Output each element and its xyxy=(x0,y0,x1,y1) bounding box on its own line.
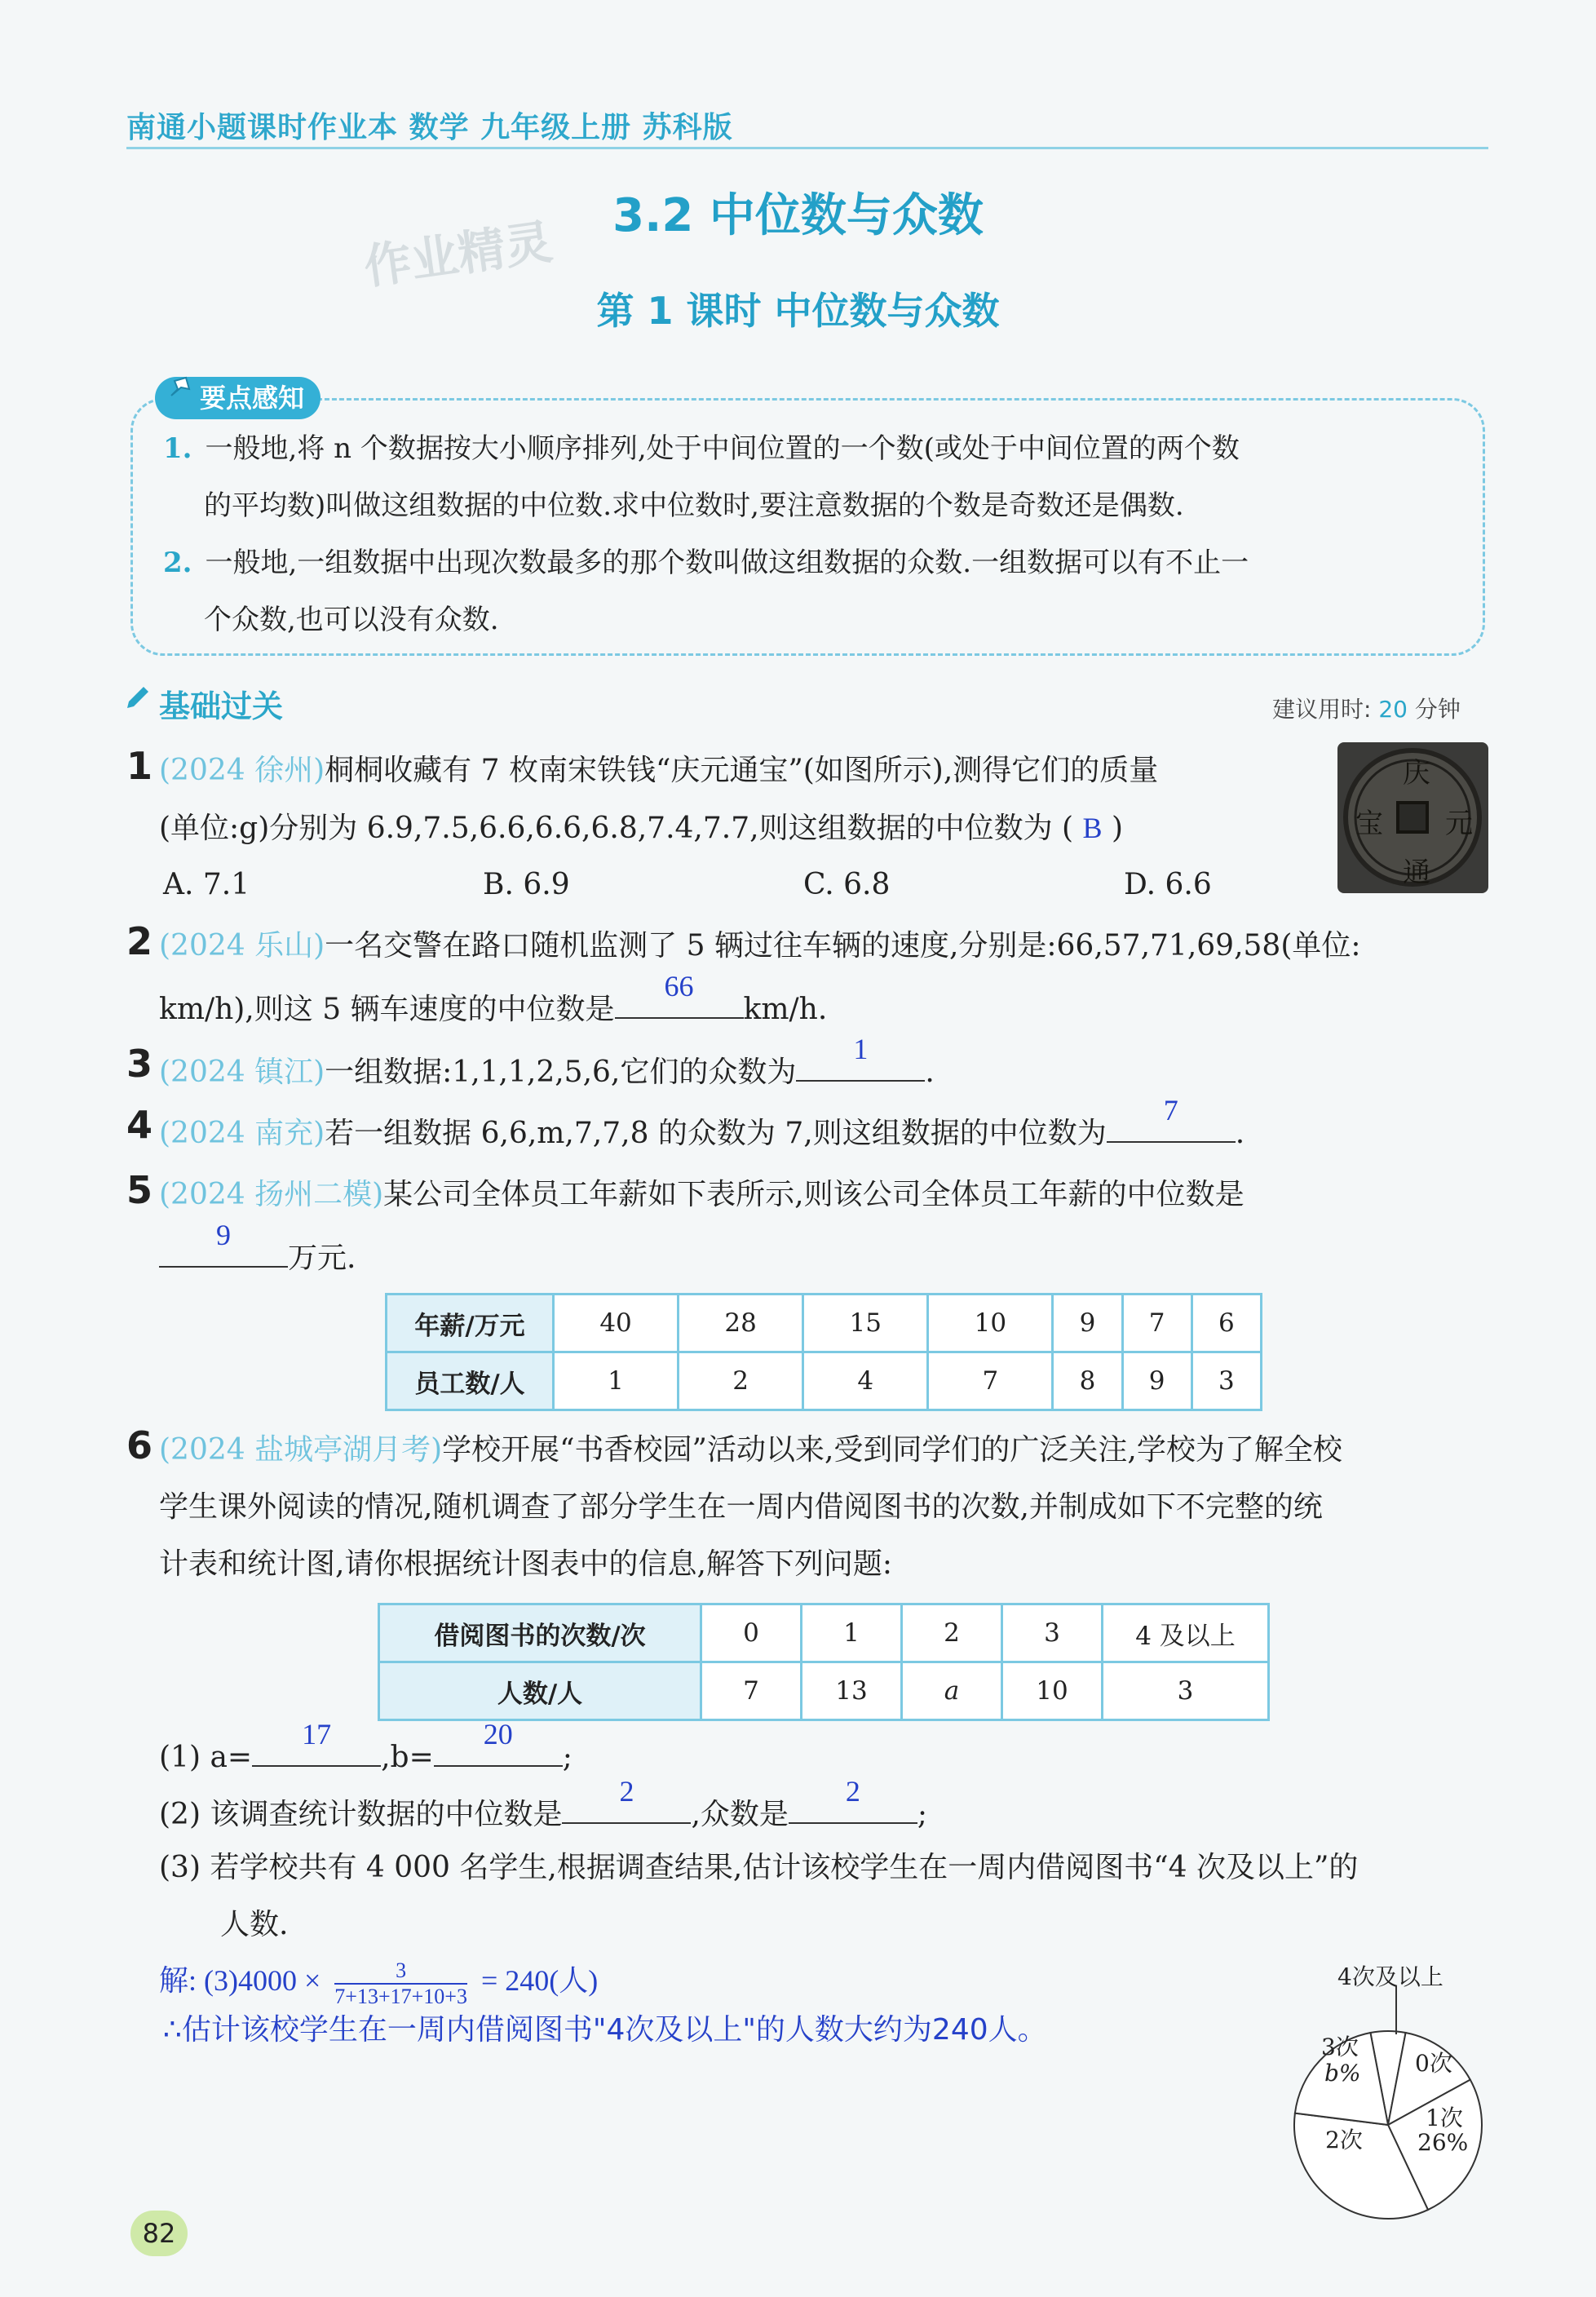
q6-line3: 计表和统计图,请你根据统计图表中的信息,解答下列问题: xyxy=(159,1547,893,1581)
keypoint-2: 2. 一般地,一组数据中出现次数最多的那个数叫做这组数据的众数.一组数据可以有不止一 个众数,也可以没有众数. xyxy=(163,547,1249,636)
answer: 9 xyxy=(216,1219,231,1251)
question-number: 6 xyxy=(126,1423,153,1467)
q5-line1: (2024 扬州二模)某公司全体员工年薪如下表所示,则该公司全体员工年薪的中位数是 xyxy=(159,1178,1245,1211)
q6-line2: 学生课外阅读的情况,随机调查了部分学生在一周内借阅图书的次数,并制成如下不完整的统 xyxy=(159,1490,1323,1524)
salary-table: 年薪/万元 40 28 15 10 9 7 6 员工数/人 1 2 4 7 8 9 3 xyxy=(385,1293,1262,1411)
q6-line1: (2024 盐城亭湖月考)学校开展“书香校园”活动以来,受到同学们的广泛关注,学校为了解全校 xyxy=(159,1433,1342,1467)
solution: 解: (3)4000 × $\frac{3}{7+13+17+10+3}$ = 240(人) xyxy=(159,1958,599,2008)
pie-label: 4次及以上 xyxy=(1337,1963,1443,1990)
q1-line2: (单位:g)分别为 6.9,7.5,6.6,6.6,6.8,7.4,7.7,则这组数据的中位数为 ( B ) xyxy=(159,812,1124,845)
answer: B xyxy=(1082,812,1103,844)
pie-leader-line xyxy=(1378,1985,1411,2034)
running-header: 南通小题课时作业本 数学 九年级上册 苏科版 xyxy=(126,111,733,144)
lesson-title: 第 1 课时 中位数与众数 xyxy=(596,289,1000,333)
section-basic: 基础过关 xyxy=(159,688,284,724)
question-number: 4 xyxy=(126,1103,153,1147)
q6-part2: (2) 该调查统计数据的中位数是 2 ,众数是 2 ; xyxy=(159,1786,927,1839)
q6-part3-line1: (3) 若学校共有 4 000 名学生,根据调查结果,估计该校学生在一周内借阅图书“4 次及以上”的 xyxy=(159,1851,1359,1884)
watermark: 作业精灵 xyxy=(360,214,556,295)
pie-label: 1次 xyxy=(1426,2104,1463,2131)
q1-option-c: C. 6.8 xyxy=(803,868,891,901)
coin-char: 庆 xyxy=(1403,757,1430,790)
answer: 20 xyxy=(483,1718,513,1750)
q1-option-b: B. 6.9 xyxy=(483,868,570,901)
solution-conclusion: ∴估计该校学生在一周内借阅图书"4次及以上"的人数大约为240人。 xyxy=(163,2013,1047,2047)
answer: 1 xyxy=(853,1033,869,1065)
question-number: 2 xyxy=(126,919,153,963)
q1-option-d: D. 6.6 xyxy=(1124,868,1212,901)
borrow-table: 借阅图书的次数/次 0 1 2 3 4 及以上 人数/人 7 13 a 10 3 xyxy=(378,1603,1270,1721)
q1-option-a: A. 7.1 xyxy=(163,868,250,901)
pie-label: 0次 xyxy=(1415,2050,1452,2077)
q6-part3-line2: 人数. xyxy=(220,1908,289,1941)
answer: 66 xyxy=(664,970,694,1002)
header-divider xyxy=(126,147,1488,149)
pin-icon xyxy=(163,371,196,404)
keypoint-1: 1. 一般地,将 n 个数据按大小顺序排列,处于中间位置的一个数(或处于中间位置的两个数 的平均数)叫做这组数据的中位数.求中位数时,要注意数据的个数是奇数还是偶数. xyxy=(163,432,1240,522)
q2-line2: km/h),则这 5 辆车速度的中位数是 66 km/h. xyxy=(159,981,827,1034)
question-number: 3 xyxy=(126,1042,153,1086)
coin-char: 宝 xyxy=(1355,808,1383,840)
coin-char: 通 xyxy=(1403,856,1430,889)
pie-label: 3次 xyxy=(1321,2034,1359,2060)
answer: 2 xyxy=(845,1775,860,1808)
answer: 17 xyxy=(302,1718,332,1750)
section-title: 3.2 中位数与众数 xyxy=(612,189,984,242)
answer: 2 xyxy=(619,1775,634,1808)
pencil-icon xyxy=(122,684,152,713)
q4-line: (2024 南充)若一组数据 6,6,m,7,7,8 的众数为 7,则这组数据的中位数为 7 . xyxy=(159,1105,1245,1158)
question-number: 1 xyxy=(126,744,153,788)
suggested-time: 建议用时: 20 分钟 xyxy=(1272,696,1461,723)
coin-photo xyxy=(1337,742,1488,893)
question-number: 5 xyxy=(126,1168,153,1212)
q5-line2: 9 万元. xyxy=(159,1230,356,1283)
coin-char: 元 xyxy=(1445,808,1473,840)
q3-line: (2024 镇江)一组数据:1,1,1,2,5,6,它们的众数为 1 . xyxy=(159,1044,935,1097)
pie-label: b% xyxy=(1324,2060,1361,2087)
q2-line1: (2024 乐山)一名交警在路口随机监测了 5 辆过往车辆的速度,分别是:66,57,71,69,58(单位: xyxy=(159,929,1361,963)
q1-line1: (2024 徐州)桐桐收藏有 7 枚南宋铁钱“庆元通宝”(如图所示),测得它们的质量 xyxy=(159,754,1159,787)
q6-part1: (1) a= 17 ,b= 20 ; xyxy=(159,1729,573,1782)
pie-label: 26% xyxy=(1417,2129,1469,2156)
answer: 7 xyxy=(1163,1094,1178,1126)
page-number: 82 xyxy=(130,2211,188,2256)
keypoints-tag: 要点感知 xyxy=(155,377,321,419)
pie-label: 2次 xyxy=(1325,2127,1363,2153)
